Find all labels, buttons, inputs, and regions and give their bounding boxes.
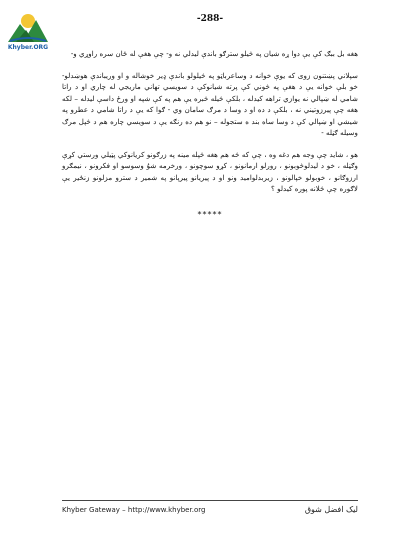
footer-divider	[62, 500, 358, 501]
section-separator: *****	[197, 209, 223, 219]
logo-text: Khyber.ORG	[7, 44, 49, 51]
paragraph-2: سپلاني پښتنون زوی که يوې خوانه ﺩ وساعرباټو په څيلولو باندې ډير خوشاله و او وريباندې هوښدلو- خو بلې خوانه يې ﺩ هغې په څوني کې پرته شيانوکې ﺩ سويسي تهاني ماريجي له چاري او ﺩ راتا شامي له ښپالي نه يوازي تراهه کيدله ، بلکې څيله څبره يې هم په کې شپه او ورځ داسې ليدله – لکه هغه چې پيرزوتيني نه ، بلکې ﺩ ده او ﺩ وسا ﺩ مرګ سامان وي - ګوا که يې ﺩ راتا شامي ﺩ عطرو په شيشي او ښپالي کې ﺩ وسا ساه بند ه ستجوله – نو هم ده رنګه يې ﺩ سويسي چاره هم ﺩ څپل مرګ وسيله ګڼله -	[62, 70, 358, 137]
footer-author: ليک افضل شوق	[304, 505, 358, 514]
paragraph-3: هو ، شايد چې وجه هم دغه وه ، چې که څه هم هغه څپله مينه په زرګونو کريانوکي پټيلي ورستي کړې وګڼله ، خو ﺩ ليدلوڅوبونو ، رورلو ارمانونو ، کړو سوچونو ، ورخرمه شوُ وسوسو او فکرونو ، نيمګرو ارزوګانو ، خوبولو خپالونو ، زيربدلواميد ونو او ﺩ پيريانو پيرپانو په شمير ﺩ سترو مزلونو زنځير يې لاګوره چې څلانه پوره کيدلو ؟	[62, 149, 358, 193]
khyber-logo	[6, 8, 50, 56]
body-text	[62, 48, 358, 220]
paragraph-1: هغه بل ببګ کې يې دوا ړه شيان په څيلو سترګو باندې ليدلي نه و- چې هغې له ځان سره راوړي و-	[70, 49, 358, 58]
mountain-logo-icon	[6, 8, 50, 44]
page-number: -288-	[196, 14, 224, 24]
footer-source: Khyber Gateway – http://www.khyber.org	[62, 506, 206, 514]
